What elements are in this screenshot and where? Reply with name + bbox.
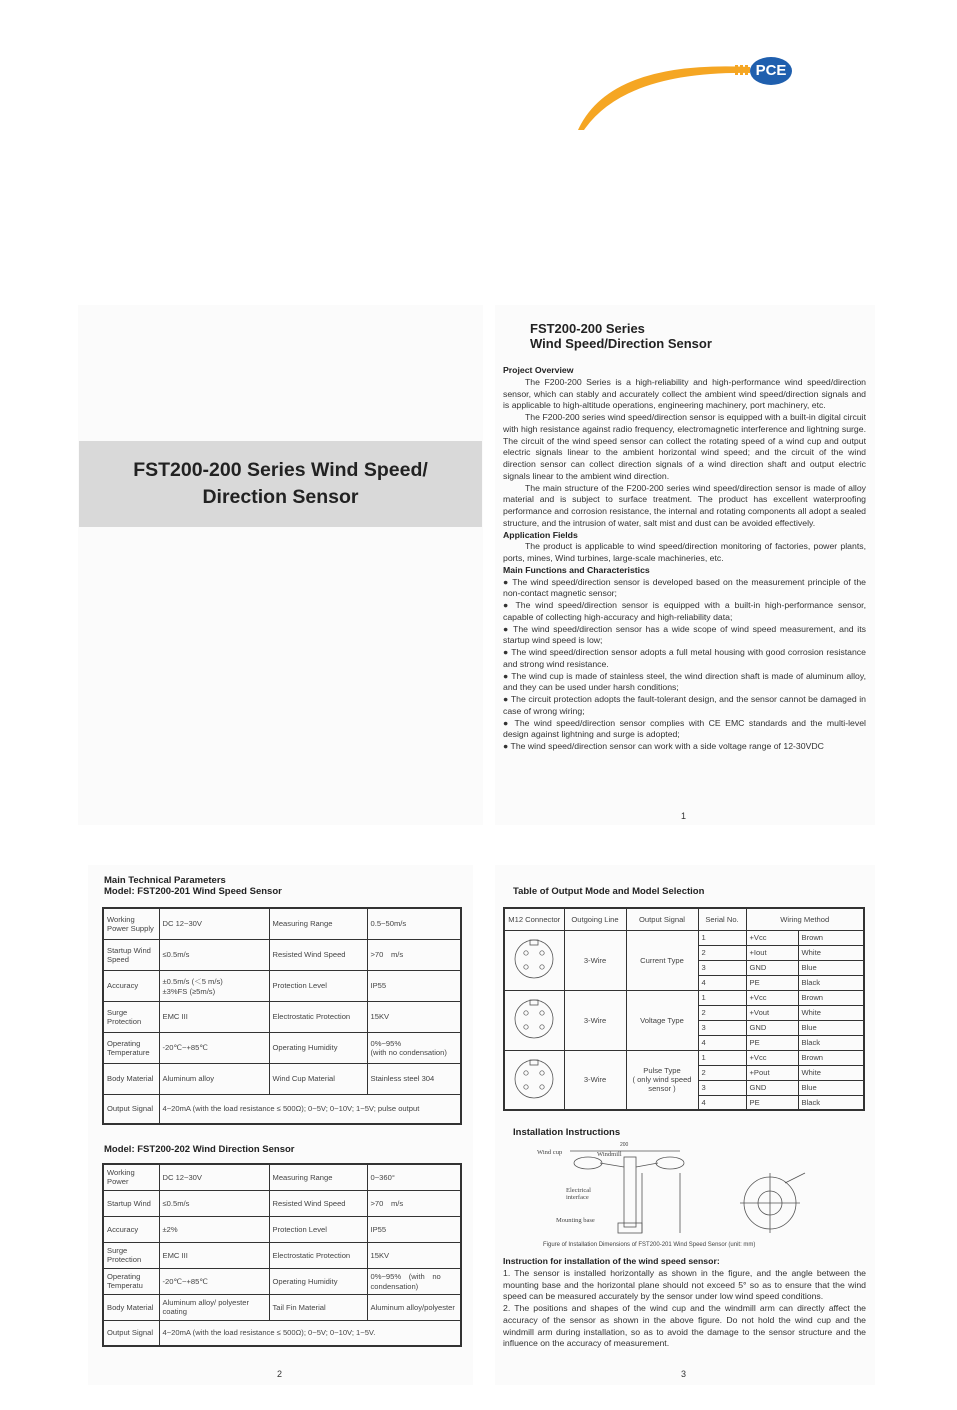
table-row (103, 1063, 461, 1094)
fig-label-wind-cup: Wind cup (537, 1149, 563, 1156)
cover-title-box (79, 441, 482, 527)
feature-bullet: ● The wind cup is made of stainless steel, the wind direction shaft is made of aluminum alloy, and they can be used under harsh conditions; (503, 671, 866, 695)
cover-title: FST200-200 Series Wind Speed/ Direction Sensor (133, 459, 428, 508)
instruction-2: 2. The positions and shapes of the wind cup and the windmill arm can directly affect the accuracy of the sensor as shown in the above figure. Do not hold the wind cup and the windmill arm during installation, so as to avoid the damage to the sensor structure and the influence on the accuracy of measurement. (503, 1303, 866, 1349)
table-cell: +Pout (746, 1065, 798, 1080)
output-table-title: Table of Output Mode and Model Selection (513, 886, 705, 897)
table-row (103, 1320, 461, 1346)
feature-bullet: ● The wind speed/direction sensor can work with a side voltage range of 12-30VDC (503, 741, 866, 753)
table-row (504, 1050, 864, 1065)
model-201-heading: Model: FST200-201 Wind Speed Sensor (104, 886, 282, 897)
table-cell: +Vcc (746, 990, 798, 1005)
table-cell: Electrostatic Protection (269, 1242, 367, 1268)
instruction-1: 1. The sensor is installed horizontally as shown in the figure, and the angle between the mounting base and the horizontal plane should not exceed 5° so as to ensure that the wind speed can be measured accurately by the sensor under low wind speed conditions. (503, 1267, 866, 1302)
table-cell: +Iout (746, 945, 798, 960)
table-row (103, 1216, 461, 1242)
table-cell: White (798, 945, 864, 960)
table-cell: Brown (798, 1050, 864, 1065)
page1-body (503, 365, 866, 753)
table-cell: GND (746, 960, 798, 975)
table-cell: Operating Temperature (103, 1032, 159, 1063)
table-cell: PE (746, 1035, 798, 1050)
table-cell: Accuracy (103, 1216, 159, 1242)
table-cell: Measuring Range (269, 908, 367, 939)
col-header: Outgoing Line (564, 908, 626, 930)
feature-bullet: ● The circuit protection adopts the fault-tolerant design, and the sensor cannot be damaged in case of wrong wiring; (503, 694, 866, 718)
table-cell: Aluminum alloy/polyester (367, 1294, 461, 1320)
feature-bullet: ● The wind speed/direction sensor complies with CE EMC standards and the multi-level design against lightning and surge is adopted; (503, 718, 866, 742)
table-cell: 4~20mA (with the load resistance ≤ 500Ω); 0~5V; 0~10V; 1~5V; pulse output (159, 1094, 461, 1124)
table-cell: 4 (698, 1035, 746, 1050)
table-cell: 1 (698, 990, 746, 1005)
table-cell: Output Signal (103, 1094, 159, 1124)
table-cell: Working Power (103, 1164, 159, 1190)
table-cell: Black (798, 1095, 864, 1110)
table-cell: Operating Humidity (269, 1268, 367, 1294)
project-overview-heading: Project Overview (503, 365, 574, 375)
m12-connector-icon (504, 990, 564, 1050)
page-number: 3 (681, 1369, 687, 1379)
table-cell: Stainless steel 304 (367, 1063, 461, 1094)
table-cell: DC 12~30V (159, 1164, 269, 1190)
table-row (103, 939, 461, 970)
functions-heading: Main Functions and Characteristics (503, 564, 650, 575)
table-row (103, 1164, 461, 1190)
table-cell: Electrostatic Protection (269, 1001, 367, 1032)
table-cell: +Vcc (746, 1050, 798, 1065)
table-cell: 1 (698, 930, 746, 945)
table-cell: 3 (698, 1020, 746, 1035)
table-cell: 15KV (367, 1001, 461, 1032)
figure-caption: Figure of Installation Dimensions of FST200-201 Wind Speed Sensor (unit: mm) (543, 1242, 756, 1248)
table-cell: Black (798, 975, 864, 990)
table-cell: ≤0.5m/s (159, 939, 269, 970)
table-cell: Measuring Range (269, 1164, 367, 1190)
fig-label-electrical: Electrical interface (566, 1187, 591, 1201)
cover-page (78, 305, 483, 825)
table-cell: Body Material (103, 1294, 159, 1320)
table-row (103, 970, 461, 1001)
table-cell: Resisted Wind Speed (269, 1190, 367, 1216)
table-cell: IP55 (367, 970, 461, 1001)
table-cell: 3 (698, 960, 746, 975)
table-cell: Startup Wind (103, 1190, 159, 1216)
table-cell: Brown (798, 930, 864, 945)
output-mode-table (503, 907, 865, 1111)
table-cell: 4~20mA (with the load resistance ≤ 500Ω); 0~5V; 0~10V; 1~5V. (159, 1320, 461, 1346)
table-cell: PE (746, 975, 798, 990)
table-cell: White (798, 1005, 864, 1020)
table-row (103, 1032, 461, 1063)
table-cell: Blue (798, 1020, 864, 1035)
table-cell: >70 m/s (367, 939, 461, 970)
application-text: The product is applicable to wind speed/direction monitoring of factories, power plants, ports, mines, Wind turbines, large-scale machineries, etc. (503, 541, 866, 563)
table-cell: Current Type (626, 930, 698, 990)
table-cell: Blue (798, 1080, 864, 1095)
table-cell: 3-Wire (564, 1050, 626, 1110)
table-cell: Resisted Wind Speed (269, 939, 367, 970)
table-cell: 1 (698, 1050, 746, 1065)
table-cell: Aluminum alloy (159, 1063, 269, 1094)
col-header: M12 Connector (504, 908, 564, 930)
table-cell: Surge Protection (103, 1001, 159, 1032)
m12-connector-icon (504, 930, 564, 990)
feature-bullet: ● The wind speed/direction sensor adopts a full metal housing with good corrosion resistance and strong wind resistance. (503, 647, 866, 671)
table-cell: GND (746, 1080, 798, 1095)
table-cell: Wind Cup Material (269, 1063, 367, 1094)
table-cell: Blue (798, 960, 864, 975)
table-cell: Accuracy (103, 970, 159, 1001)
table-cell: ±2% (159, 1216, 269, 1242)
table-cell: 0%~95% (with no condensation) (367, 1032, 461, 1063)
table-cell: 2 (698, 945, 746, 960)
table-row (103, 1094, 461, 1124)
table-cell: Brown (798, 990, 864, 1005)
table-cell: 4 (698, 975, 746, 990)
table-cell: 3-Wire (564, 990, 626, 1050)
table-cell: Output Signal (103, 1320, 159, 1346)
table-cell: GND (746, 1020, 798, 1035)
spec-table-202 (102, 1163, 462, 1347)
table-cell: -20℃~+85℃ (159, 1032, 269, 1063)
feature-bullet: ● The wind speed/direction sensor has a wide scope of wind speed measurement, and its startup wind speed is low; (503, 624, 866, 648)
table-row (504, 990, 864, 1005)
table-cell: PE (746, 1095, 798, 1110)
table-cell: ≤0.5m/s (159, 1190, 269, 1216)
application-heading: Application Fields (503, 529, 578, 540)
table-cell: Protection Level (269, 970, 367, 1001)
table-cell: 3-Wire (564, 930, 626, 990)
table-cell: White (798, 1065, 864, 1080)
title-line-2: Wind Speed/Direction Sensor (530, 336, 712, 351)
tech-params-heading: Main Technical Parameters (104, 875, 226, 886)
table-row (103, 908, 461, 939)
table-cell: Working Power Supply (103, 908, 159, 939)
table-cell: Operating Humidity (269, 1032, 367, 1063)
table-cell: EMC III (159, 1242, 269, 1268)
table-cell: DC 12~30V (159, 908, 269, 939)
overview-paragraph-3: The main structure of the F200-200 series wind speed/direction sensor is made of alloy material and is subject to surface treatment. The product has excellent waterproofing performance and corrosion resistance, the internal and rotating components all adopt a sealed structure, and the intrusion of water, salt mist and dust can be avoided effectively. (503, 482, 866, 528)
table-cell: 4 (698, 1095, 746, 1110)
table-cell: EMC III (159, 1001, 269, 1032)
m12-connector-icon (504, 1050, 564, 1110)
col-header: Output Signal (626, 908, 698, 930)
spec-table-201 (102, 907, 462, 1125)
table-cell: 0%~95% (with no condensation) (367, 1268, 461, 1294)
col-header: Wiring Method (746, 908, 864, 930)
table-cell: Body Material (103, 1063, 159, 1094)
col-header: Serial No. (698, 908, 746, 930)
table-cell: Pulse Type ( only wind speed sensor ) (626, 1050, 698, 1110)
fig-label-windmill: Windmill (597, 1151, 622, 1158)
install-heading: Installation Instructions (513, 1127, 621, 1138)
table-cell: +Vcc (746, 930, 798, 945)
overview-paragraph-2: The F200-200 series wind speed/direction sensor is equipped with a built-in digital circuit with high resistance against radio frequency, electromagnetic interference and lightning surge. The circuit of the wind speed sensor can collect the rotating speed of a wind cup and output electric signals linear to the ambient horizontal wind speed; and the circuit of the wind direction sensor can collect direction signals of a wind direction shaft and output electric signals linear to the ambient wind direction. (503, 412, 866, 481)
pce-logo: PCE (750, 57, 792, 85)
instruction-heading: Instruction for installation of the wind speed sensor: (503, 1256, 720, 1266)
feature-bullet: ● The wind speed/direction sensor is developed based on the measurement principle of the non-contact magnetic sensor; (503, 577, 866, 601)
table-cell: 3 (698, 1080, 746, 1095)
brand-swoosh (570, 55, 760, 135)
table-cell: Voltage Type (626, 990, 698, 1050)
page-number: 1 (681, 811, 687, 821)
feature-bullet: ● The wind speed/direction sensor is equipped with a built-in high-performance sensor, capable of collecting high-accuracy and high-reliability data; (503, 600, 866, 624)
table-cell: -20℃~+85℃ (159, 1268, 269, 1294)
table-cell: IP55 (367, 1216, 461, 1242)
table-cell: 0~360° (367, 1164, 461, 1190)
table-row (103, 1001, 461, 1032)
table-row (103, 1242, 461, 1268)
table-cell: Startup Wind Speed (103, 939, 159, 970)
table-cell: +Vout (746, 1005, 798, 1020)
page-number: 2 (277, 1369, 283, 1379)
fig-label-mounting: Mounting base (556, 1217, 595, 1224)
table-cell: Black (798, 1035, 864, 1050)
table-cell: 2 (698, 1065, 746, 1080)
table-row (103, 1190, 461, 1216)
table-cell: 2 (698, 1005, 746, 1020)
table-cell: >70 m/s (367, 1190, 461, 1216)
table-cell: ±0.5m/s (＜5 m/s) ±3%FS (≥5m/s) (159, 970, 269, 1001)
table-cell: Aluminum alloy/ polyester coating (159, 1294, 269, 1320)
table-cell: Surge Protection (103, 1242, 159, 1268)
table-cell: 0.5~50m/s (367, 908, 461, 939)
page3-instructions (503, 1256, 866, 1350)
page1-title (530, 321, 712, 351)
table-cell: Operating Temperatu (103, 1268, 159, 1294)
title-line-1: FST200-200 Series (530, 321, 645, 336)
table-cell: Protection Level (269, 1216, 367, 1242)
table-cell: Tail Fin Material (269, 1294, 367, 1320)
table-row (103, 1294, 461, 1320)
model-202-heading: Model: FST200-202 Wind Direction Sensor (104, 1144, 295, 1155)
overview-paragraph-1: The F200-200 Series is a high-reliability and high-performance wind speed/direction sensor, which can stably and accurately collect the ambient wind speed/direction signals and is applicable to high-altitude operations, engineering machinery, port machinery, etc. (503, 376, 866, 411)
table-cell: 15KV (367, 1242, 461, 1268)
fig-dimension: 200 (620, 1142, 629, 1148)
table-row (504, 930, 864, 945)
table-row (103, 1268, 461, 1294)
